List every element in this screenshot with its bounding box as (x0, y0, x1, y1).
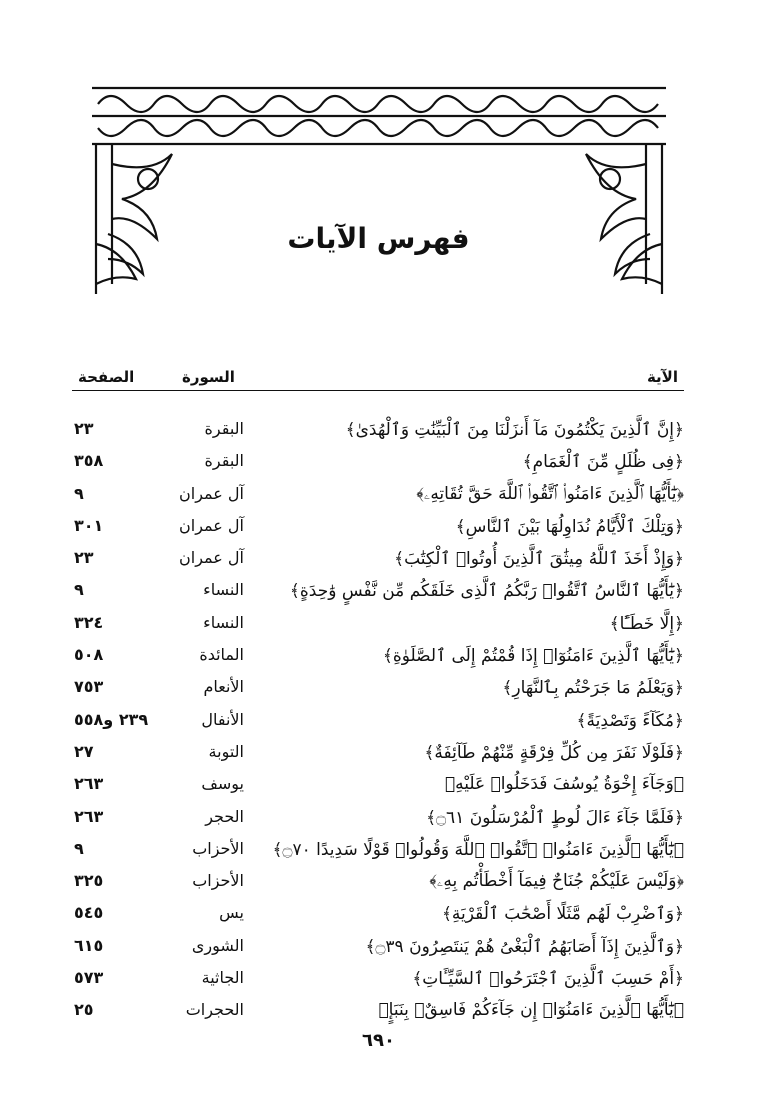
ayah-text: ﴿يَٰٓأَيُّهَا ٱلَّذِينَ ءَامَنُوا۟ ٱتَّقُوا۟ ٱللَّهَ وَقُولُوا۟ قَوْلًا سَدِيدًا ۝٧٠﴾ (272, 839, 684, 860)
table-row (72, 869, 684, 901)
page-ref: ٥٤٥ (74, 903, 104, 923)
table-row (72, 675, 684, 707)
surah-name: الحجرات (185, 1000, 244, 1020)
table-row (72, 449, 684, 481)
page-ref: ٥٧٣ (74, 968, 104, 988)
page-ref: ٢٧ (74, 741, 94, 761)
table-row (72, 482, 684, 514)
surah-name: البقرة (204, 451, 244, 471)
header-ayah: الآية (646, 368, 678, 386)
surah-name: النساء (203, 580, 244, 600)
table-row (72, 514, 684, 546)
page-ref: ٢٣ (74, 419, 94, 438)
page-ref: ٩ (74, 483, 84, 503)
surah-name: الأحزاب (192, 871, 244, 891)
ayah-text: ﴿مُكَآءً وَتَصْدِيَةً﴾ (576, 710, 684, 731)
ornament-border-icon (88, 84, 670, 304)
ayah-text: ﴿فَلَوْلَا نَفَرَ مِن كُلِّ فِرْقَةٍ مِّنْهُمْ طَآئِفَةٌ﴾ (424, 742, 684, 763)
ayah-text: ﴿وَٱضْرِبْ لَهُم مَّثَلًا أَصْحَٰبَ ٱلْقَرْيَةِ﴾ (441, 904, 684, 925)
page-ref: ٣٢٤ (74, 612, 104, 632)
page-ref: ٢٦٣ (74, 774, 104, 794)
page-number: ٦٩٠ (362, 1030, 395, 1051)
surah-name: آل عمران (179, 483, 244, 503)
ayah-text: ﴿وَلَيْسَ عَلَيْكُمْ جُنَاحٌ فِيمَآ أَخْطَأْتُم بِهِۦ﴾ (429, 871, 684, 892)
page-ref: ٧٥٣ (74, 677, 104, 697)
ayah-text: ﴿يَٰٓأَيُّهَا ٱلَّذِينَ ءَامَنُوا۟ ٱتَّقُوا۟ ٱللَّهَ حَقَّ تُقَاتِهِۦ﴾ (416, 483, 684, 504)
page-ref: ٩ (74, 838, 84, 858)
ayah-text: ﴿فَلَمَّا جَآءَ ءَالَ لُوطٍ ٱلْمُرْسَلُونَ ۝٦١﴾ (426, 807, 684, 828)
ayah-text: ﴿أَمْ حَسِبَ ٱلَّذِينَ ٱجْتَرَحُوا۟ ٱلسَّيِّـَٔاتِ﴾ (412, 969, 684, 990)
page-ref: ٢٦٣ (74, 806, 104, 826)
table-row (72, 643, 684, 675)
ayah-text: ﴿يَٰٓأَيُّهَا ٱلَّذِينَ ءَامَنُوٓا۟ إِن جَآءَكُمْ فَاسِقٌۢ بِنَبَإٍ﴾ (378, 1000, 684, 1021)
surah-name: الحجر (205, 806, 244, 826)
page-ref: ٢٥ (74, 1000, 94, 1020)
surah-name: البقرة (204, 419, 244, 438)
table-row (72, 546, 684, 578)
surah-name: الأحزاب (192, 838, 244, 858)
table-row (72, 611, 684, 643)
page-ref: ٥٠٨ (74, 645, 104, 665)
page-ref: ٢٣٩ و٥٥٨ (74, 709, 149, 729)
table-row (72, 998, 684, 1030)
surah-name: يوسف (201, 774, 244, 794)
table-row (72, 901, 684, 933)
surah-name: آل عمران (179, 515, 244, 535)
page-title: فهرس الآيات (287, 222, 470, 255)
surah-name: التوبة (208, 741, 244, 761)
surah-name: الأنعام (203, 677, 244, 697)
surah-name: الجاثية (201, 968, 244, 988)
header-surah: السورة (182, 368, 235, 386)
ayah-text: ﴿وَيَعْلَمُ مَا جَرَحْتُم بِٱلنَّهَارِ﴾ (502, 678, 684, 699)
surah-name: الشورى (191, 935, 244, 955)
table-row (72, 837, 684, 869)
ayah-text: ﴿إِنَّ ٱلَّذِينَ يَكْتُمُونَ مَآ أَنزَلْنَا مِنَ ٱلْبَيِّنَٰتِ وَٱلْهُدَىٰ﴾ (345, 420, 684, 440)
ayah-text: ﴿وَتِلْكَ ٱلْأَيَّامُ نُدَاوِلُهَا بَيْنَ ٱلنَّاسِ﴾ (455, 516, 684, 537)
ayah-text: ﴿وَإِذْ أَخَذَ ٱللَّهُ مِيثَٰقَ ٱلَّذِينَ أُوتُوا۟ ٱلْكِتَٰبَ﴾ (394, 549, 684, 570)
page-ref: ٣٠١ (74, 515, 104, 535)
table-row (72, 708, 684, 740)
ayah-text: ﴿فِى ظُلَلٍ مِّنَ ٱلْغَمَامِ﴾ (522, 452, 684, 473)
header-page: الصفحة (78, 368, 135, 386)
surah-name: آل عمران (179, 548, 244, 568)
table-row (72, 966, 684, 998)
table-row (72, 740, 684, 772)
ayah-text: ﴿وَجَآءَ إِخْوَةُ يُوسُفَ فَدَخَلُوا۟ عَلَيْهِ﴾ (444, 774, 684, 795)
surah-name: يس (219, 903, 244, 923)
table-row (72, 578, 684, 610)
page-ref: ٦١٥ (74, 935, 104, 955)
table-row (72, 805, 684, 837)
index-table (72, 417, 684, 1031)
table-header (72, 364, 684, 391)
ornamental-frame (88, 84, 670, 304)
page-ref: ٣٢٥ (74, 871, 104, 891)
surah-name: الأنفال (201, 709, 244, 729)
surah-name: المائدة (199, 645, 244, 665)
table-row (72, 417, 684, 449)
page-ref: ٣٥٨ (74, 451, 104, 471)
page-ref: ٩ (74, 580, 84, 600)
ayah-text: ﴿يَٰٓأَيُّهَا ٱلَّذِينَ ءَامَنُوٓا۟ إِذَا قُمْتُمْ إِلَى ٱلصَّلَوٰةِ﴾ (382, 646, 684, 667)
surah-name: النساء (203, 612, 244, 632)
table-row (72, 934, 684, 966)
page-ref: ٢٣ (74, 548, 94, 568)
table-row (72, 772, 684, 804)
ayah-text: ﴿إِلَّا خَطَـًٔا﴾ (609, 613, 684, 634)
ayah-text: ﴿يَٰٓأَيُّهَا ٱلنَّاسُ ٱتَّقُوا۟ رَبَّكُمُ ٱلَّذِى خَلَقَكُم مِّن نَّفْسٍ وَٰحِدَةٍ﴾ (289, 581, 684, 602)
ayah-text: ﴿وَٱلَّذِينَ إِذَآ أَصَابَهُمُ ٱلْبَغْىُ هُمْ يَنتَصِرُونَ ۝٣٩﴾ (365, 936, 684, 957)
